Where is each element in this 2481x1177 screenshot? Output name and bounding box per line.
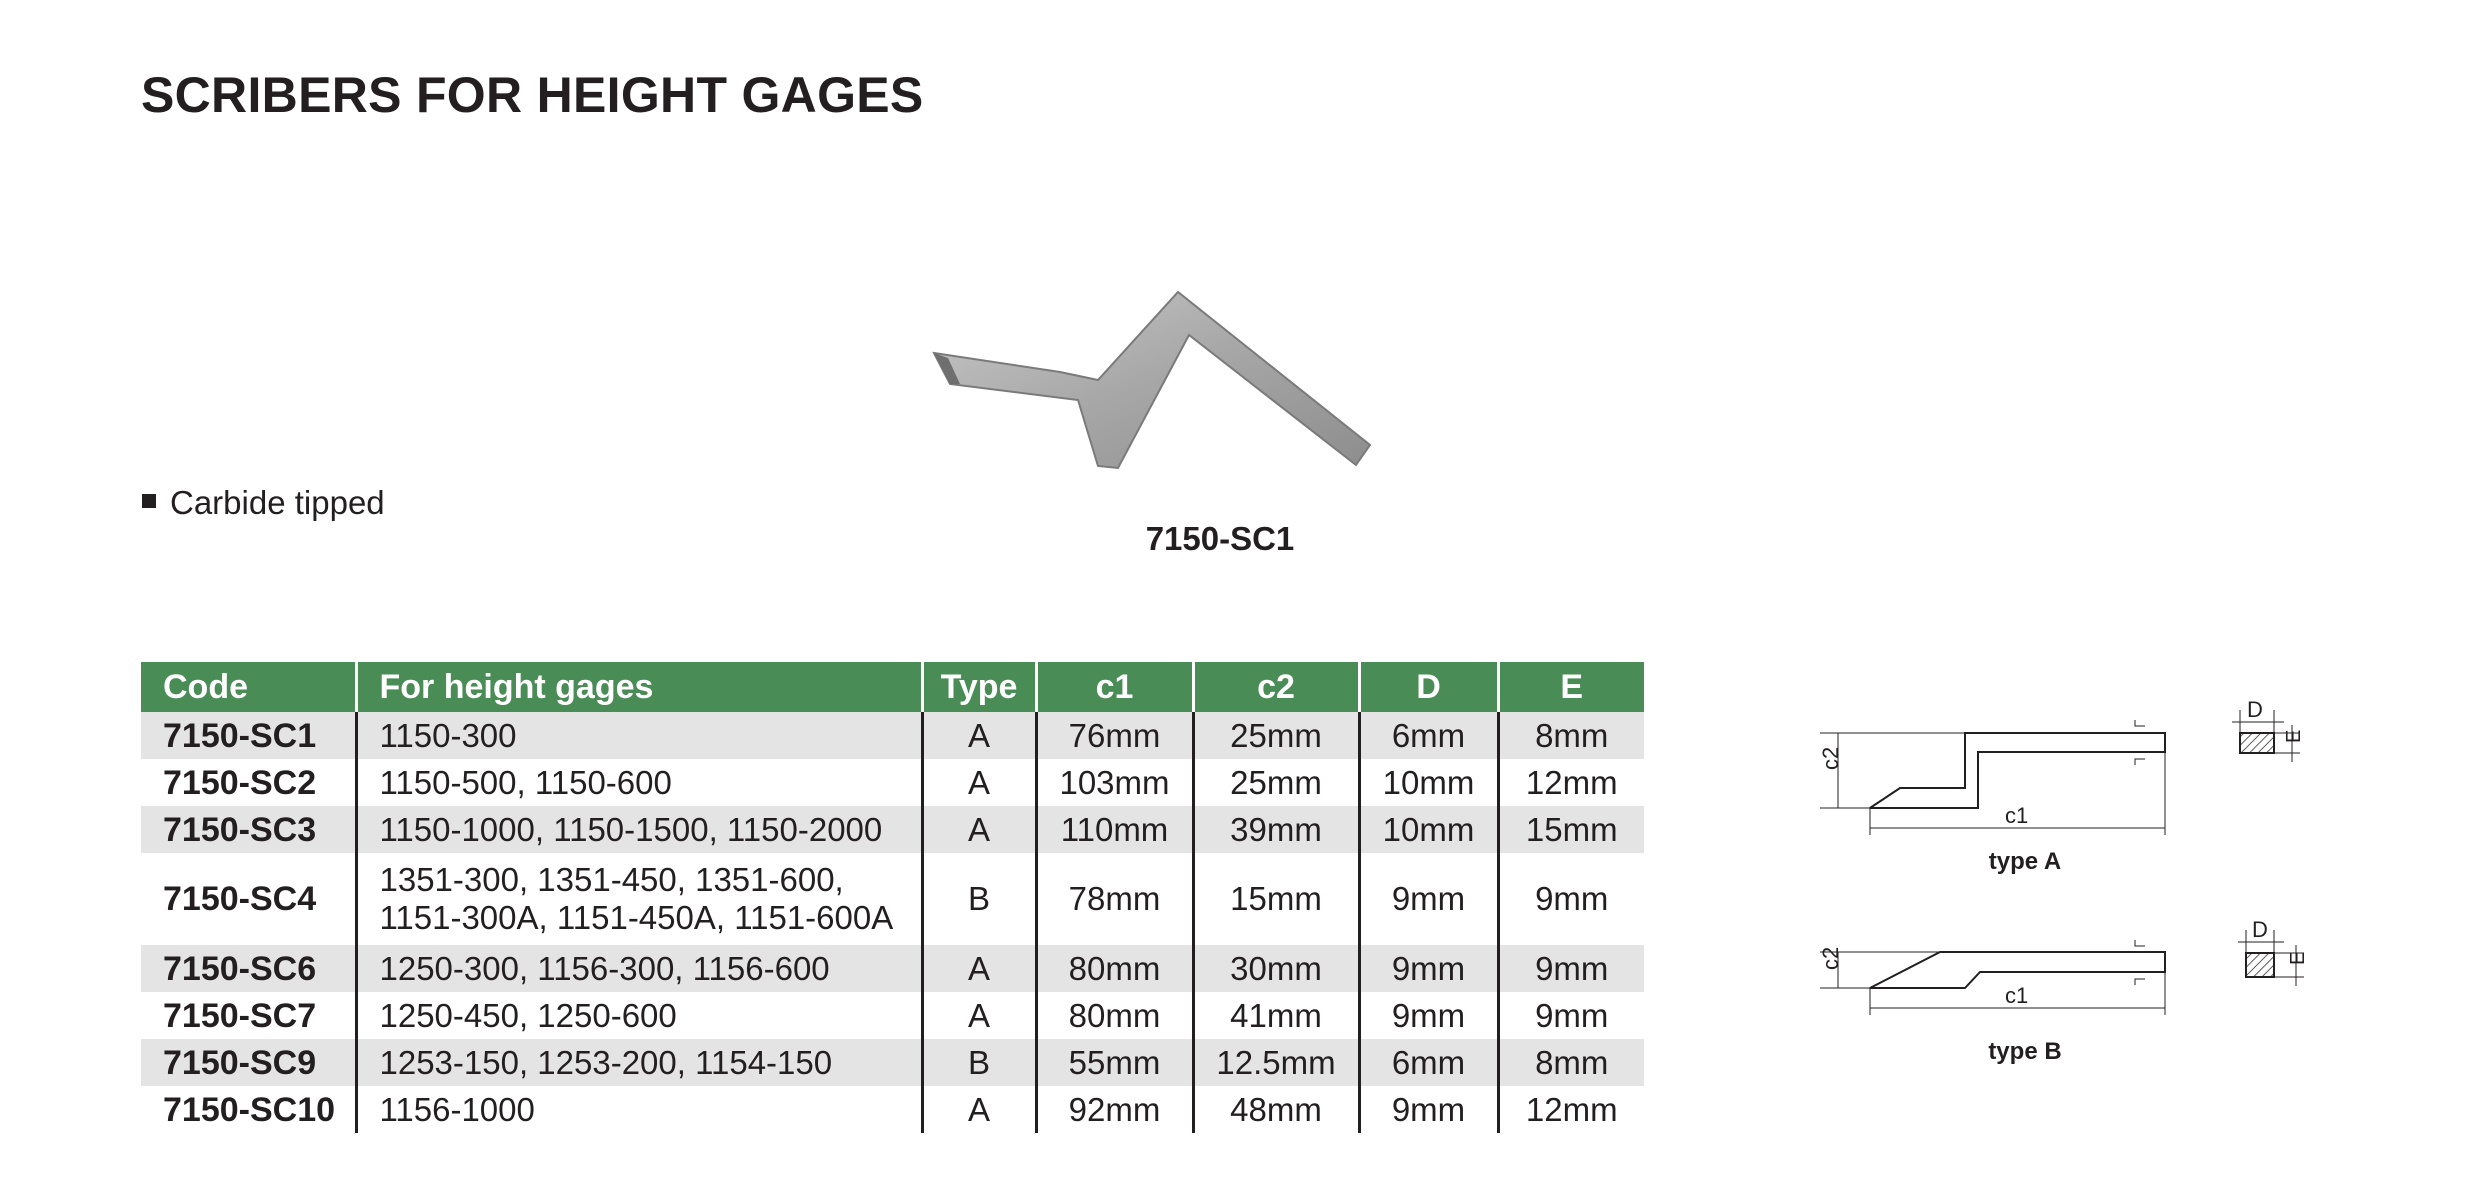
- cell-e: 12mm: [1498, 759, 1644, 806]
- feature-bullet: [142, 484, 385, 522]
- cell-type: A: [922, 759, 1036, 806]
- cell-c2: 41mm: [1193, 992, 1359, 1039]
- cell-c1: 80mm: [1036, 992, 1193, 1039]
- cell-gages: 1150-1000, 1150-1500, 1150-2000: [356, 806, 922, 853]
- header-c2: c2: [1193, 662, 1359, 712]
- cell-c1: 76mm: [1036, 712, 1193, 759]
- header-c1: c1: [1036, 662, 1193, 712]
- cell-gages-line: 1151-300A, 1151-450A, 1151-600A: [379, 899, 894, 936]
- header-code: Code: [141, 662, 356, 712]
- cell-c1: 78mm: [1036, 853, 1193, 945]
- cell-c2: 48mm: [1193, 1086, 1359, 1133]
- type-a-section-diagram: [2210, 690, 2320, 780]
- type-a-outline: [1870, 733, 2165, 808]
- cell-d: 9mm: [1359, 1086, 1498, 1133]
- cell-c2: 15mm: [1193, 853, 1359, 945]
- table-row: [141, 853, 1644, 945]
- type-b-label: type B: [1988, 1038, 2062, 1065]
- cell-c2: 12.5mm: [1193, 1039, 1359, 1086]
- cell-c1: 110mm: [1036, 806, 1193, 853]
- cell-c1: 55mm: [1036, 1039, 1193, 1086]
- cell-c2: 25mm: [1193, 712, 1359, 759]
- cell-e: 8mm: [1498, 712, 1644, 759]
- cell-gages: 1250-450, 1250-600: [356, 992, 922, 1039]
- table-row: [141, 759, 1644, 806]
- cell-type: A: [922, 806, 1036, 853]
- cell-gages: [356, 853, 922, 945]
- cell-type: A: [922, 992, 1036, 1039]
- type-b-c2-label: c2: [1818, 946, 1843, 970]
- table-row: [141, 992, 1644, 1039]
- cell-d: 9mm: [1359, 853, 1498, 945]
- scriber-product-image: [920, 280, 1380, 480]
- cell-e: 8mm: [1498, 1039, 1644, 1086]
- cell-code: 7150-SC7: [141, 992, 356, 1039]
- table-row: [141, 806, 1644, 853]
- table-header-row: [141, 662, 1644, 712]
- cell-c2: 30mm: [1193, 945, 1359, 992]
- cell-c2: 25mm: [1193, 759, 1359, 806]
- cell-gages: 1250-300, 1156-300, 1156-600: [356, 945, 922, 992]
- cell-c1: 92mm: [1036, 1086, 1193, 1133]
- cell-code: 7150-SC9: [141, 1039, 356, 1086]
- cell-type: B: [922, 853, 1036, 945]
- cell-code: 7150-SC4: [141, 853, 356, 945]
- cell-gages: 1156-1000: [356, 1086, 922, 1133]
- type-b-e-label: E: [2287, 951, 2309, 965]
- type-b-d-label: D: [2252, 917, 2268, 942]
- bullet-square-icon: [142, 494, 156, 508]
- cell-d: 10mm: [1359, 806, 1498, 853]
- cell-d: 6mm: [1359, 712, 1498, 759]
- cell-c2: 39mm: [1193, 806, 1359, 853]
- cell-e: 9mm: [1498, 992, 1644, 1039]
- header-type: Type: [922, 662, 1036, 712]
- cell-gages: 1150-300: [356, 712, 922, 759]
- cell-type: A: [922, 1086, 1036, 1133]
- scriber-spec-table: [141, 662, 1644, 1133]
- table-row: [141, 712, 1644, 759]
- cell-code: 7150-SC3: [141, 806, 356, 853]
- cell-code: 7150-SC1: [141, 712, 356, 759]
- type-a-c2-label: c2: [1818, 746, 1843, 770]
- feature-text: Carbide tipped: [170, 484, 385, 521]
- cell-d: 10mm: [1359, 759, 1498, 806]
- type-a-d-label: D: [2247, 697, 2263, 722]
- cell-d: 9mm: [1359, 945, 1498, 992]
- cell-type: A: [922, 945, 1036, 992]
- cell-d: 9mm: [1359, 992, 1498, 1039]
- cell-type: B: [922, 1039, 1036, 1086]
- header-gages: For height gages: [356, 662, 922, 712]
- cell-gages: 1253-150, 1253-200, 1154-150: [356, 1039, 922, 1086]
- header-d: D: [1359, 662, 1498, 712]
- cell-code: 7150-SC6: [141, 945, 356, 992]
- type-a-e-label: E: [2283, 729, 2305, 743]
- cell-e: 12mm: [1498, 1086, 1644, 1133]
- cell-e: 9mm: [1498, 945, 1644, 992]
- cell-gages-line: 1351-300, 1351-450, 1351-600,: [379, 861, 844, 898]
- product-caption: 7150-SC1: [1145, 520, 1295, 557]
- type-a-label: type A: [1988, 848, 2062, 875]
- cell-code: 7150-SC2: [141, 759, 356, 806]
- cell-c1: 80mm: [1036, 945, 1193, 992]
- cell-gages: 1150-500, 1150-600: [356, 759, 922, 806]
- type-b-section-diagram: [2218, 910, 2328, 1000]
- cell-e: 15mm: [1498, 806, 1644, 853]
- table-row: [141, 1086, 1644, 1133]
- type-b-c1-label: c1: [2005, 983, 2029, 1008]
- page-title: SCRIBERS FOR HEIGHT GAGES: [141, 67, 924, 123]
- table-row: [141, 945, 1644, 992]
- table-row: [141, 1039, 1644, 1086]
- cell-code: 7150-SC10: [141, 1086, 356, 1133]
- cell-type: A: [922, 712, 1036, 759]
- cell-c1: 103mm: [1036, 759, 1193, 806]
- type-a-c1-label: c1: [2005, 803, 2029, 828]
- header-e: E: [1498, 662, 1644, 712]
- cell-e: 9mm: [1498, 853, 1644, 945]
- cell-d: 6mm: [1359, 1039, 1498, 1086]
